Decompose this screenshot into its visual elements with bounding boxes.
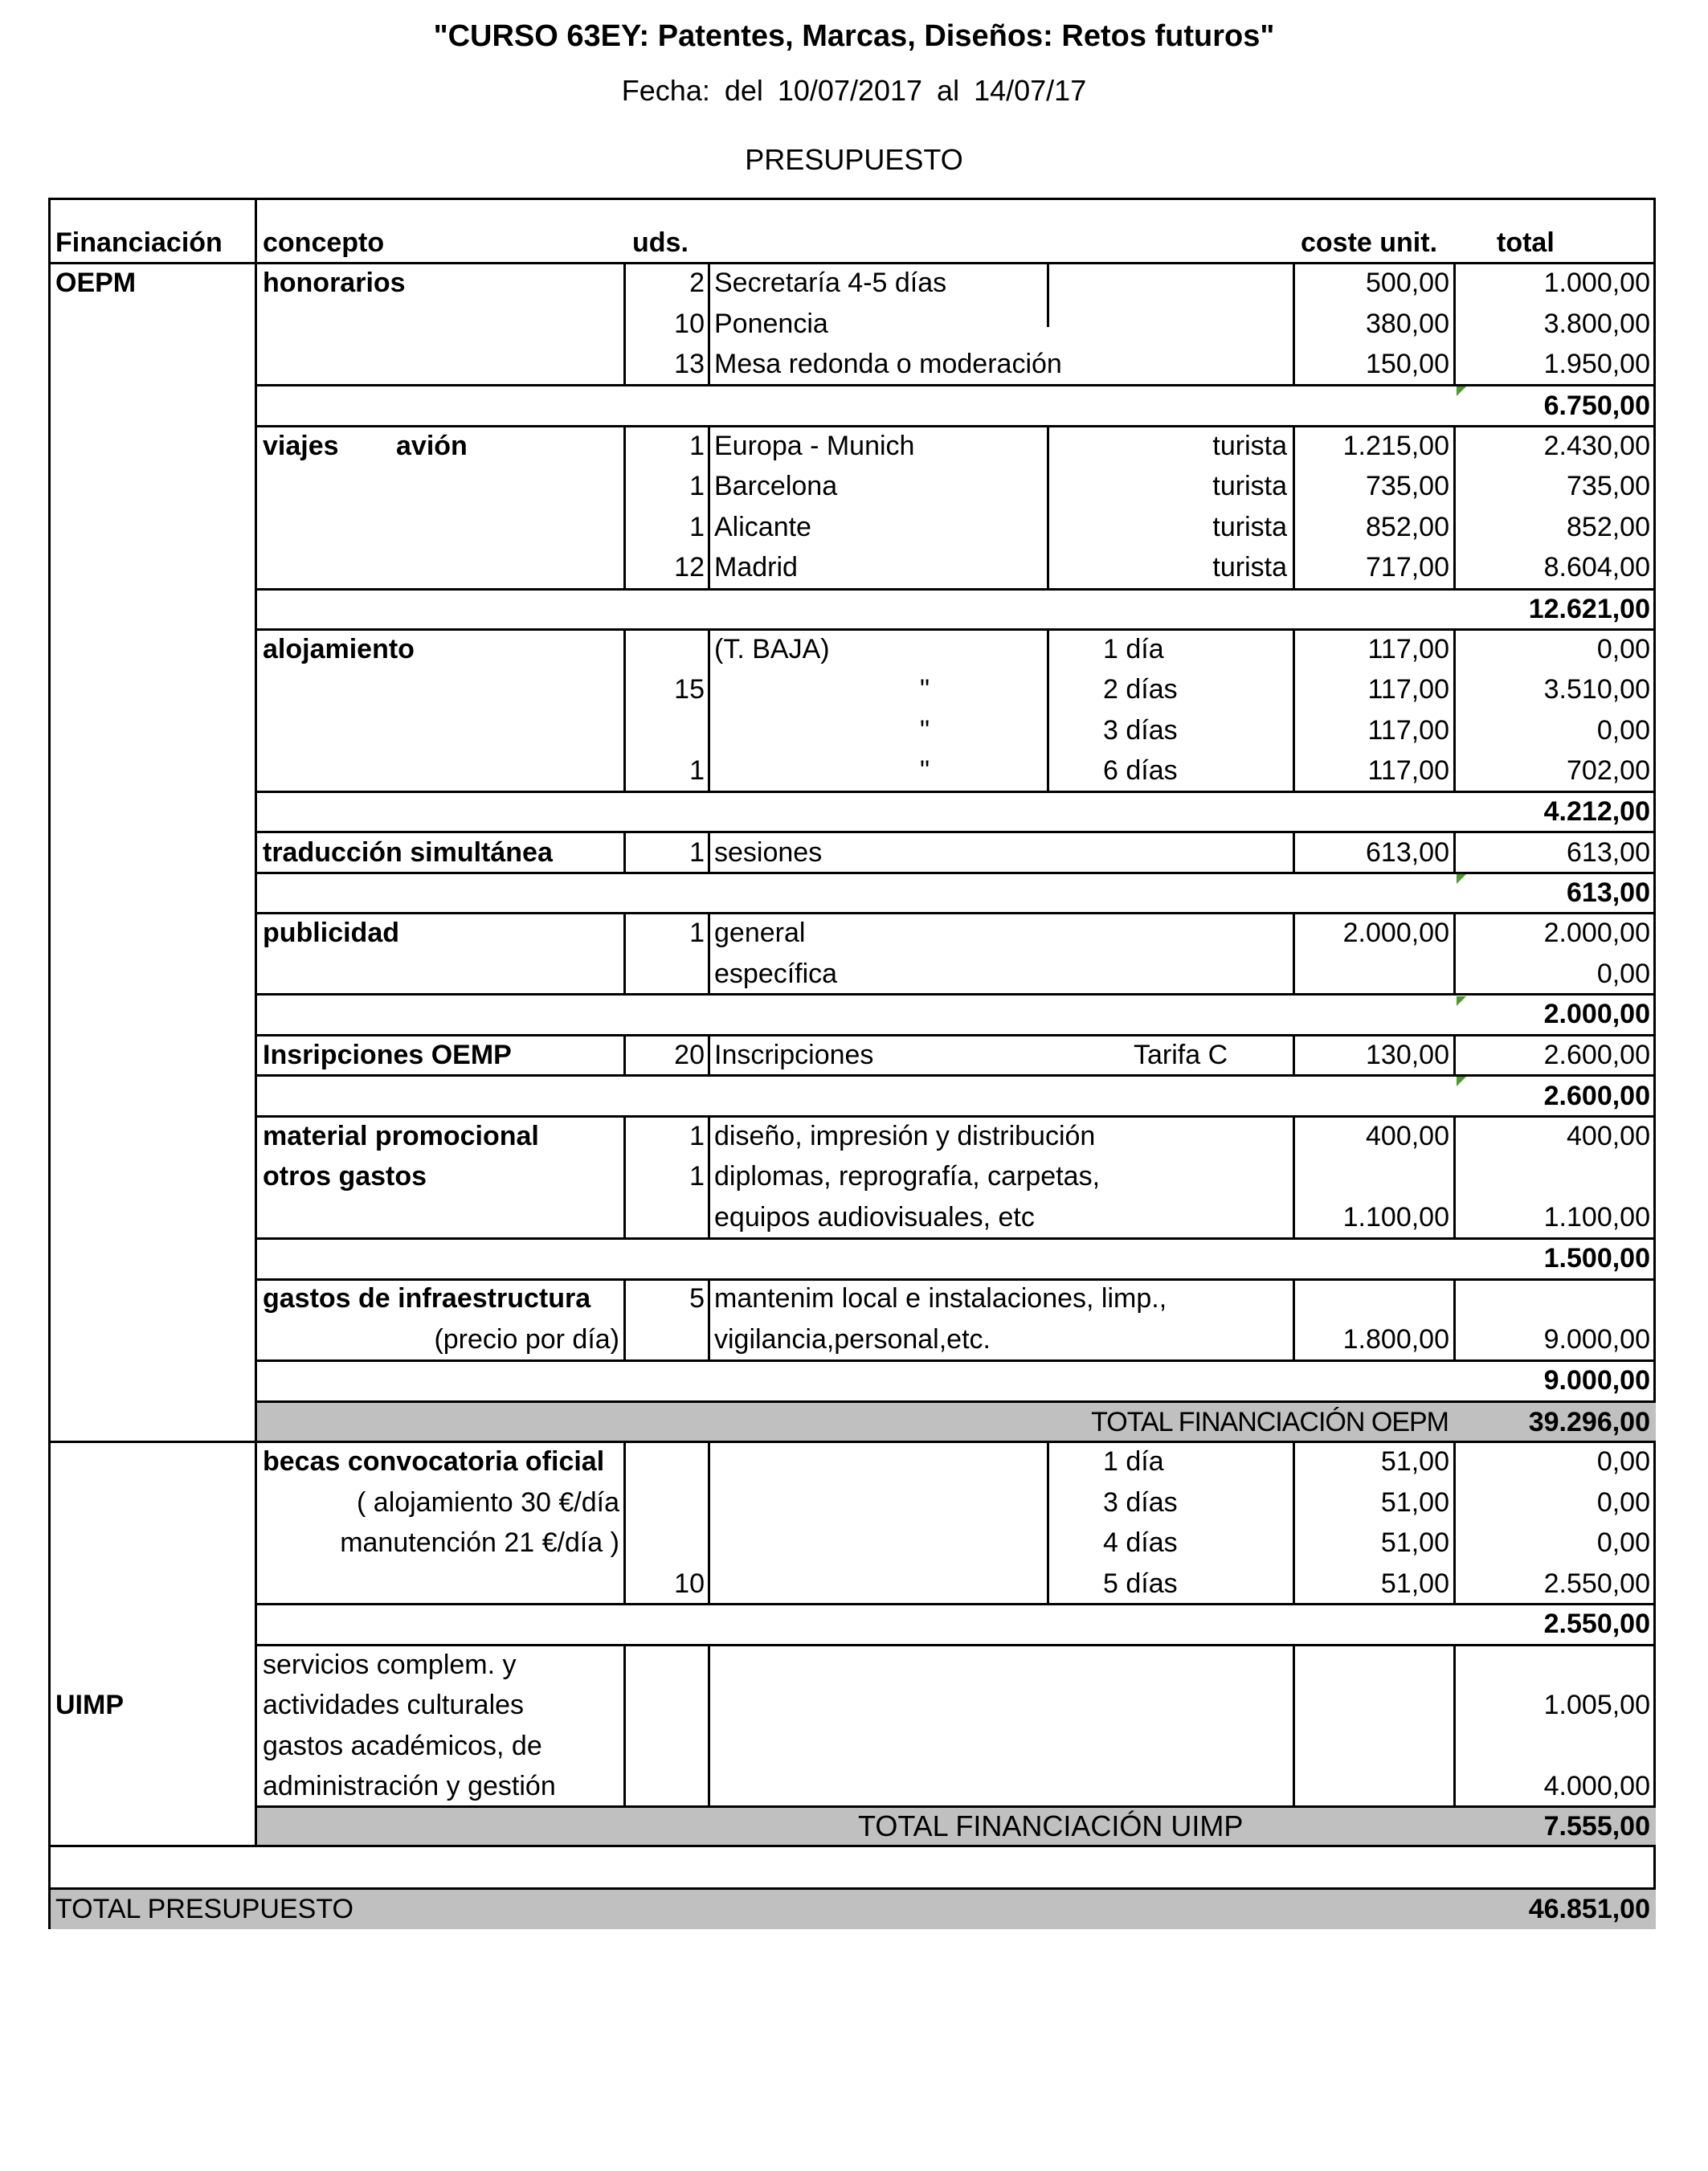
concept-academicos: administración y gestión bbox=[263, 1771, 556, 1801]
document-title: "CURSO 63EY: Patentes, Marcas, Diseños: Retos futuros" bbox=[433, 19, 1275, 53]
uds-cell: 1 bbox=[689, 918, 705, 948]
subtotal-cell: 2.600,00 bbox=[1543, 1081, 1650, 1111]
description-cell: diplomas, reprografía, carpetas, bbox=[714, 1161, 1101, 1192]
unit-cost-cell: 2.000,00 bbox=[1342, 918, 1449, 948]
unit-cost-cell: 735,00 bbox=[1366, 471, 1449, 501]
concept-viajes: viajes bbox=[263, 431, 339, 461]
uds-cell: 1 bbox=[689, 1121, 705, 1151]
rule bbox=[256, 791, 1656, 793]
concept-traduccion: traducción simultánea bbox=[263, 837, 553, 868]
total-cell: 3.510,00 bbox=[1543, 674, 1650, 705]
tarifa-cell: Tarifa C bbox=[1134, 1040, 1228, 1070]
concept-infraestructura: gastos de infraestructura bbox=[263, 1283, 591, 1314]
total-cell: 2.000,00 bbox=[1543, 918, 1650, 948]
rule bbox=[708, 262, 710, 386]
unit-cost-cell: 117,00 bbox=[1367, 634, 1449, 664]
description-cell: equipos audiovisuales, etc bbox=[714, 1202, 1035, 1233]
description-cell: sesiones bbox=[714, 837, 823, 868]
description-cell: (T. BAJA) bbox=[714, 634, 830, 664]
rule bbox=[708, 1034, 710, 1075]
total-cell: 0,00 bbox=[1596, 959, 1650, 989]
unit-cost-cell: 1.800,00 bbox=[1342, 1324, 1449, 1355]
subtotal-cell: 12.621,00 bbox=[1528, 594, 1650, 624]
uds-cell: 10 bbox=[674, 1568, 705, 1599]
description-cell: Inscripciones bbox=[714, 1040, 874, 1070]
total-cell: 0,00 bbox=[1596, 634, 1650, 664]
unit-cost-cell: 1.215,00 bbox=[1342, 431, 1449, 461]
rule bbox=[1293, 1644, 1295, 1806]
concept-servicios: actividades culturales bbox=[263, 1690, 525, 1720]
rule bbox=[255, 200, 257, 1847]
total-presupuesto-value: 46.851,00 bbox=[1528, 1894, 1650, 1924]
total-uimp-value: 7.555,00 bbox=[1543, 1811, 1650, 1842]
uds-cell: 1 bbox=[689, 755, 705, 786]
unit-cost-cell: 117,00 bbox=[1367, 715, 1449, 746]
ditto-cell: " bbox=[920, 674, 930, 705]
concept-viajes-avion: avión bbox=[396, 431, 468, 461]
uds-cell: 1 bbox=[689, 512, 705, 542]
total-cell: 3.800,00 bbox=[1543, 309, 1650, 339]
concept-publicidad: publicidad bbox=[263, 918, 399, 948]
uds-cell: 15 bbox=[674, 674, 705, 705]
unit-cost-cell: 51,00 bbox=[1380, 1487, 1449, 1518]
rule bbox=[623, 1644, 626, 1806]
course-dates: Fecha: del 10/07/2017 al 14/07/17 bbox=[621, 74, 1087, 107]
days-cell: 1 día bbox=[1103, 634, 1164, 664]
uds-cell: 13 bbox=[674, 349, 705, 379]
total-uimp-label: TOTAL FINANCIACIÓN UIMP bbox=[858, 1809, 1244, 1842]
description-cell: Europa - Munich bbox=[714, 431, 915, 461]
total-cell: 1.950,00 bbox=[1543, 349, 1650, 379]
total-cell: 0,00 bbox=[1596, 1527, 1650, 1558]
concept-servicios: servicios complem. y bbox=[263, 1650, 517, 1680]
group-oepm: OEPM bbox=[55, 268, 137, 298]
total-cell: 400,00 bbox=[1567, 1121, 1650, 1151]
header-uds: uds. bbox=[632, 227, 689, 258]
uds-cell: 1 bbox=[689, 471, 705, 501]
concept-otros: otros gastos bbox=[263, 1161, 427, 1192]
concept-alojamiento: alojamiento bbox=[263, 634, 415, 664]
unit-cost-cell: 852,00 bbox=[1366, 512, 1449, 542]
days-cell: 4 días bbox=[1103, 1527, 1178, 1558]
uds-cell: 2 bbox=[689, 268, 705, 298]
uds-cell bbox=[626, 1441, 705, 1482]
total-cell: 2.600,00 bbox=[1543, 1040, 1650, 1070]
description-cell: general bbox=[714, 918, 806, 948]
description-cell: Barcelona bbox=[714, 471, 838, 501]
subtotal-cell: 613,00 bbox=[1567, 877, 1650, 908]
total-presupuesto-label: TOTAL PRESUPUESTO bbox=[55, 1894, 353, 1924]
description-cell: Secretaría 4-5 días bbox=[714, 268, 947, 298]
unit-cost-cell: 400,00 bbox=[1366, 1121, 1449, 1151]
unit-cost-cell: 51,00 bbox=[1380, 1446, 1449, 1477]
total-cell: 735,00 bbox=[1567, 471, 1650, 501]
total-cell: 1.100,00 bbox=[1543, 1202, 1650, 1233]
uds-cell: 1 bbox=[689, 837, 705, 868]
description-cell: vigilancia,personal,etc. bbox=[714, 1324, 991, 1355]
class-cell: turista bbox=[1212, 512, 1287, 542]
becas-note: ( alojamiento 30 €/día bbox=[357, 1487, 619, 1518]
days-cell: 3 días bbox=[1103, 715, 1178, 746]
total-oepm-value: 39.296,00 bbox=[1528, 1407, 1650, 1437]
total-cell: 0,00 bbox=[1596, 1446, 1650, 1477]
header-coste: coste unit. bbox=[1301, 227, 1438, 258]
total-cell: 4.000,00 bbox=[1543, 1771, 1650, 1801]
unit-cost-cell: 500,00 bbox=[1366, 268, 1449, 298]
unit-cost-cell: 51,00 bbox=[1380, 1527, 1449, 1558]
class-cell: turista bbox=[1212, 431, 1287, 461]
concept-material: material promocional bbox=[263, 1121, 539, 1151]
concept-infraestructura-note: (precio por día) bbox=[434, 1324, 619, 1355]
rule bbox=[256, 1359, 1656, 1362]
total-cell: 0,00 bbox=[1596, 715, 1650, 746]
ditto-cell: " bbox=[920, 715, 930, 746]
total-cell: 702,00 bbox=[1567, 755, 1650, 786]
rule bbox=[708, 1115, 710, 1238]
description-cell: Alicante bbox=[714, 512, 811, 542]
uds-cell: 5 bbox=[689, 1283, 705, 1314]
subtotal-cell: 1.500,00 bbox=[1543, 1243, 1650, 1274]
uds-cell bbox=[626, 1482, 705, 1523]
total-cell: 2.430,00 bbox=[1543, 431, 1650, 461]
concept-academicos: gastos académicos, de bbox=[263, 1731, 542, 1761]
description-cell: mantenim local e instalaciones, limp., bbox=[714, 1283, 1167, 1314]
subtotal-cell: 6.750,00 bbox=[1543, 390, 1650, 421]
subtotal-cell: 2.000,00 bbox=[1543, 999, 1650, 1029]
rule bbox=[708, 912, 710, 994]
concept-honorarios: honorarios bbox=[263, 268, 406, 298]
becas-note: manutención 21 €/día ) bbox=[340, 1527, 619, 1558]
total-cell: 2.550,00 bbox=[1543, 1568, 1650, 1599]
header-total: total bbox=[1497, 227, 1555, 258]
unit-cost-cell: 51,00 bbox=[1380, 1568, 1449, 1599]
uds-cell: 1 bbox=[689, 431, 705, 461]
rule bbox=[708, 1278, 710, 1360]
days-cell: 3 días bbox=[1103, 1487, 1178, 1518]
total-cell: 8.604,00 bbox=[1543, 552, 1650, 583]
rule bbox=[708, 1441, 710, 1604]
unit-cost-cell: 130,00 bbox=[1366, 1040, 1449, 1070]
total-cell: 852,00 bbox=[1567, 512, 1650, 542]
rule bbox=[708, 1644, 710, 1806]
days-cell: 6 días bbox=[1103, 755, 1178, 786]
description-cell: Ponencia bbox=[714, 309, 828, 339]
rule bbox=[1047, 628, 1049, 791]
rule bbox=[256, 384, 1656, 386]
budget-heading: PRESUPUESTO bbox=[745, 143, 963, 176]
uds-cell bbox=[626, 629, 705, 669]
rule bbox=[256, 993, 1656, 996]
total-cell: 613,00 bbox=[1567, 837, 1650, 868]
header-financiacion: Financiación bbox=[55, 227, 223, 258]
uds-cell: 12 bbox=[674, 552, 705, 583]
uds-cell bbox=[626, 710, 705, 750]
days-cell: 2 días bbox=[1103, 674, 1178, 705]
total-cell: 1.005,00 bbox=[1543, 1690, 1650, 1720]
subtotal-cell: 9.000,00 bbox=[1543, 1365, 1650, 1396]
rule bbox=[51, 1845, 1656, 1847]
unit-cost-cell: 117,00 bbox=[1367, 674, 1449, 705]
budget-table bbox=[48, 198, 1656, 1929]
unit-cost-cell: 1.100,00 bbox=[1342, 1202, 1449, 1233]
subtotal-cell: 2.550,00 bbox=[1543, 1609, 1650, 1639]
total-cell: 9.000,00 bbox=[1543, 1324, 1650, 1355]
class-cell: turista bbox=[1212, 471, 1287, 501]
concept-inscripciones: Insripciones OEMP bbox=[263, 1040, 512, 1070]
uds-cell: 20 bbox=[674, 1040, 705, 1070]
rule bbox=[1047, 262, 1049, 327]
days-cell: 1 día bbox=[1103, 1446, 1164, 1477]
subtotal-cell: 4.212,00 bbox=[1543, 796, 1650, 827]
unit-cost-cell: 117,00 bbox=[1367, 755, 1449, 786]
days-cell: 5 días bbox=[1103, 1568, 1178, 1599]
description-cell: Mesa redonda o moderación bbox=[714, 349, 1062, 379]
description-cell: específica bbox=[714, 959, 838, 989]
unit-cost-cell: 717,00 bbox=[1366, 552, 1449, 583]
rule bbox=[708, 425, 710, 589]
rule bbox=[708, 628, 710, 791]
rule bbox=[708, 831, 710, 873]
unit-cost-cell: 613,00 bbox=[1366, 837, 1449, 868]
unit-cost-cell: 150,00 bbox=[1366, 349, 1449, 379]
rule bbox=[256, 1237, 1656, 1240]
uds-cell: 10 bbox=[674, 309, 705, 339]
uds-cell bbox=[626, 1523, 705, 1563]
group-uimp: UIMP bbox=[55, 1690, 124, 1720]
ditto-cell: " bbox=[920, 755, 930, 786]
unit-cost-cell: 380,00 bbox=[1366, 309, 1449, 339]
class-cell: turista bbox=[1212, 552, 1287, 583]
rule bbox=[1047, 1441, 1049, 1604]
rule bbox=[256, 588, 1656, 591]
concept-becas: becas convocatoria oficial bbox=[263, 1446, 605, 1477]
header-concepto: concepto bbox=[263, 227, 385, 258]
total-cell: 1.000,00 bbox=[1543, 268, 1650, 298]
uds-cell: 1 bbox=[689, 1161, 705, 1192]
description-cell: Madrid bbox=[714, 552, 798, 583]
total-oepm-label: TOTAL FINANCIACIÓN OEPM bbox=[1091, 1407, 1449, 1437]
total-cell: 0,00 bbox=[1596, 1487, 1650, 1518]
description-cell: diseño, impresión y distribución bbox=[714, 1121, 1096, 1151]
